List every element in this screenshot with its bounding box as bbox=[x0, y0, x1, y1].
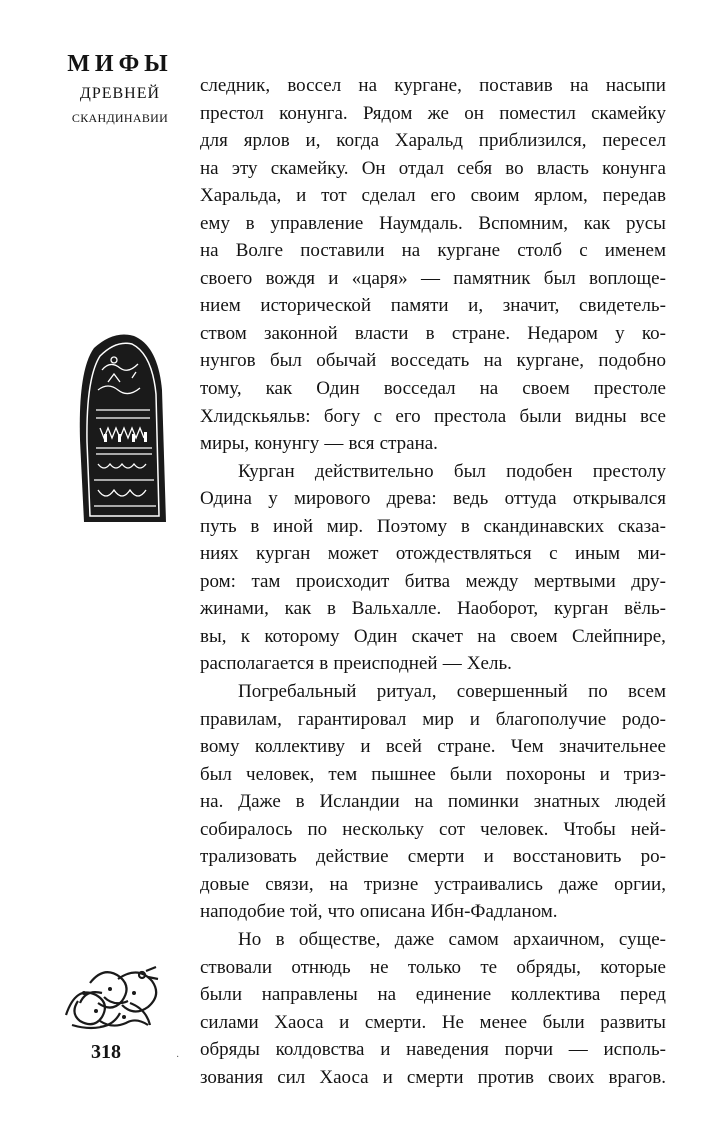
runestone-icon bbox=[74, 330, 170, 526]
text-line: располагается в преисподней — Хель. bbox=[200, 653, 512, 675]
text-line: Хлидскьяльв: богу с его престола были видны все bbox=[200, 405, 666, 427]
text-line: жинами, как в Вальхалле. Наоборот, курган вёль- bbox=[200, 598, 666, 620]
text-line: вы, к которому Один скачет на своем Слейпнире, bbox=[200, 625, 666, 647]
text-line: тому, как Один восседал на своем престоле bbox=[200, 378, 666, 400]
stray-mark: · bbox=[176, 1052, 180, 1063]
text-line: ствовали отнюдь не только те обряды, которые bbox=[200, 956, 666, 978]
body-text bbox=[200, 72, 666, 1091]
text-line: на Волге поставили на кургане столб с именем bbox=[200, 240, 666, 262]
header-subtitle: ДРЕВНЕЙ bbox=[79, 85, 161, 102]
text-line: Курган действительно был подобен престолу bbox=[238, 460, 666, 482]
knot-ornament-icon bbox=[60, 963, 162, 1033]
text-line: своего вождя и «царя» — памятник был воплоще- bbox=[200, 267, 666, 289]
text-line: на. Даже в Исландии на поминки знатных людей bbox=[200, 791, 666, 813]
text-line: нием исторической памяти и, значит, свидетель- bbox=[200, 295, 666, 317]
text-line: путь в иной мир. Поэтому в скандинавских сказа- bbox=[200, 515, 666, 537]
page-number: 318 bbox=[91, 1041, 121, 1063]
text-line: правилам, гарантировал мир и благополучие родо- bbox=[200, 708, 666, 730]
text-line: Погребальный ритуал, совершенный по всем bbox=[238, 681, 666, 703]
text-line: обряды колдовства и наведения порчи — исполь- bbox=[200, 1039, 666, 1061]
text-line: трализовать действие смерти и восстановить ро- bbox=[200, 846, 666, 868]
text-line: собиралось по нескольку сот человек. Чтобы ней- bbox=[200, 818, 666, 840]
text-line: ниях курган может отождествляться с иным ми- bbox=[200, 543, 666, 565]
text-line: следник, воссел на кургане, поставив на насыпи bbox=[200, 75, 666, 96]
text-line: наподобие той, что описана Ибн-Фадланом. bbox=[200, 901, 558, 923]
text-line: были направлены на единение коллектива перед bbox=[200, 984, 666, 1006]
text-line: ром: там происходит битва между мертвыми дру- bbox=[200, 570, 666, 592]
text-line: для ярлов и, когда Харальд приблизился, пересел bbox=[200, 130, 666, 152]
running-header bbox=[64, 52, 176, 124]
text-line: довые связи, на тризне устраивались даже оргии, bbox=[200, 873, 666, 895]
text-line: миры, конунгу — вся страна. bbox=[200, 433, 438, 455]
text-line: на эту скамейку. Он отдал себя во власть конунга bbox=[200, 157, 666, 179]
header-title: МИФЫ bbox=[67, 51, 173, 77]
text-line: Одина у мирового древа: ведь оттуда открывался bbox=[200, 488, 666, 510]
text-line: зования сил Хаоса и смерти против своих врагов. bbox=[200, 1066, 666, 1088]
text-line: нунгов был обычай восседать на кургане, подобно bbox=[200, 350, 666, 372]
text-line: вому коллективу и всей стране. Чем значительнее bbox=[200, 736, 666, 758]
text-line: престол конунга. Рядом же он поместил скамейку bbox=[200, 102, 666, 124]
text-line: силами Хаоса и смерти. Не менее были развиты bbox=[200, 1011, 666, 1033]
text-line: Но в обществе, даже самом архаичном, суще- bbox=[238, 928, 666, 950]
text-line: ему в управление Наумдаль. Вспомним, как русы bbox=[200, 212, 666, 234]
text-line: был человек, тем пышнее были похороны и триз- bbox=[200, 763, 666, 785]
text-line: Харальда, и тот сделал его своим ярлом, передав bbox=[200, 185, 666, 207]
text-line: ством законной власти в стране. Недаром у ко- bbox=[200, 322, 666, 344]
header-subtitle-2: СКАНДИНАВИИ bbox=[71, 111, 169, 125]
